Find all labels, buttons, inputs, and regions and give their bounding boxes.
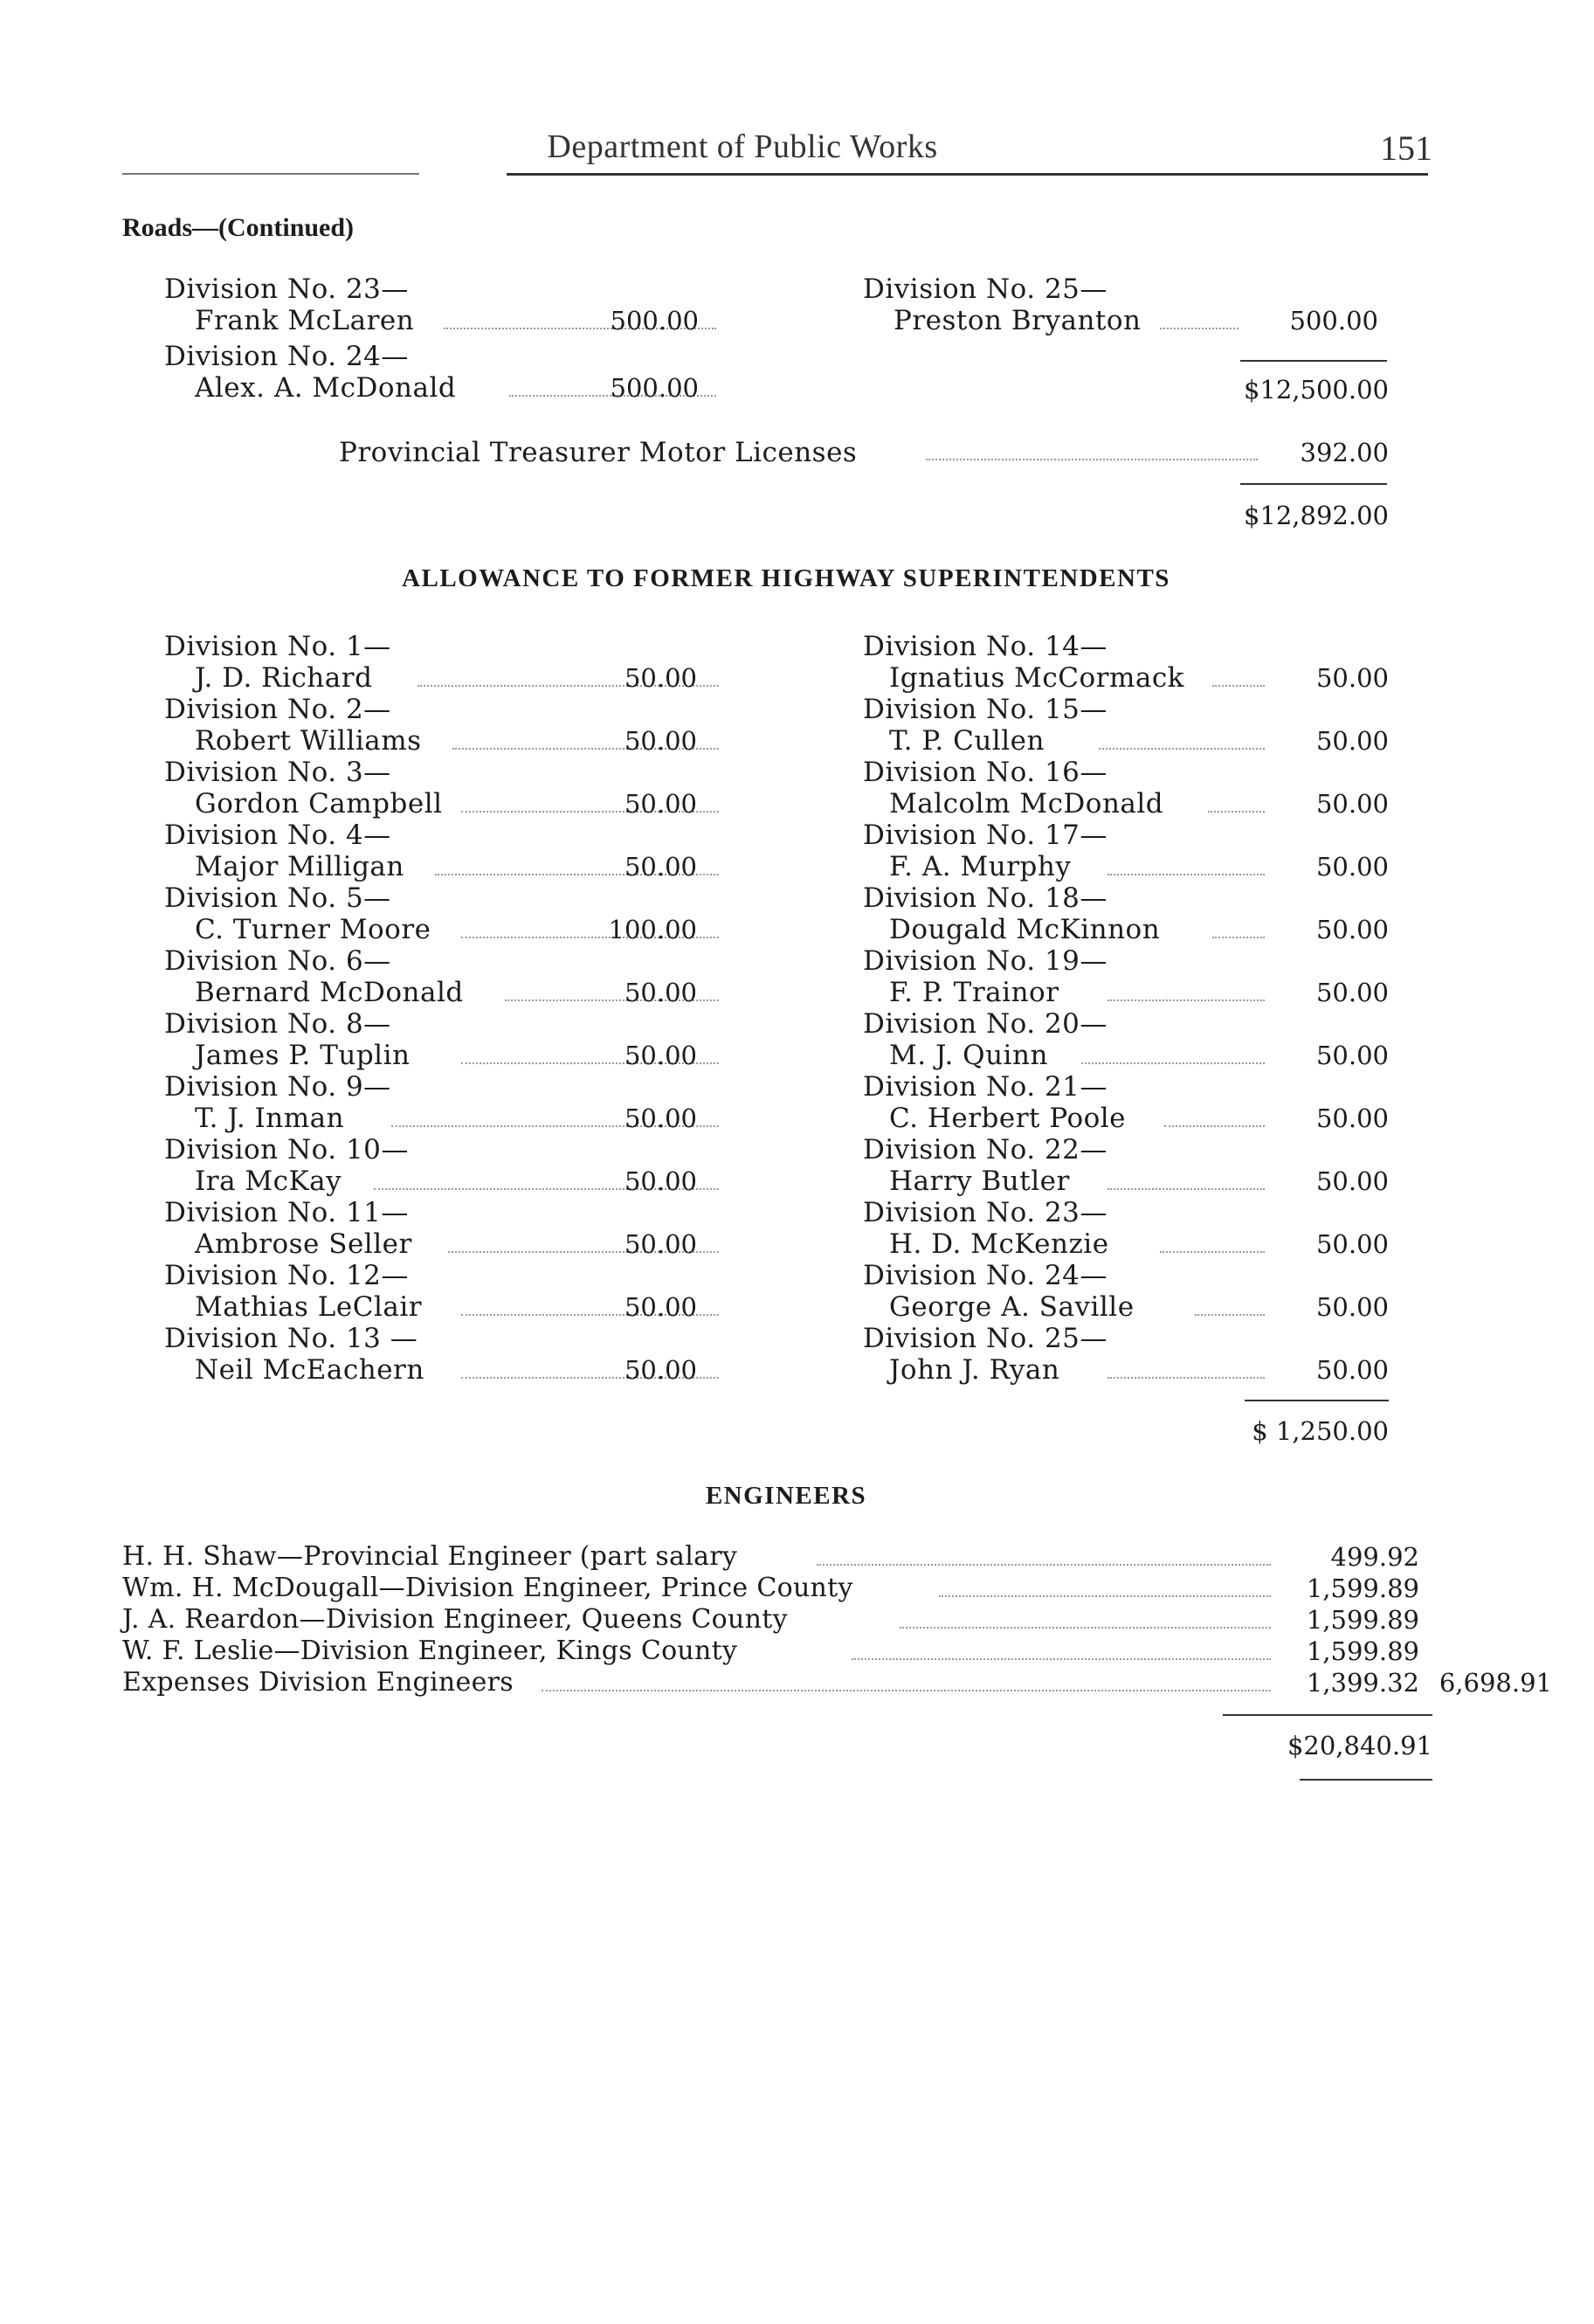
superintendent-name: Harry Butler [889,1165,1070,1197]
allowance-entry [863,1008,1389,1071]
engineer-row [122,1667,1552,1698]
roads-total: $12,892.00 [1243,501,1389,530]
division-label: Division No. 25— [863,1323,1108,1354]
division-label: Division No. 25— [863,273,1108,305]
division-label: Division No. 23— [164,273,409,305]
dot-leader [1108,991,1265,1001]
superintendent-name: Frank McLaren [195,305,415,336]
dot-leader [900,1618,1271,1629]
superintendent-name: C. Herbert Poole [889,1103,1127,1134]
dot-leader [1212,676,1265,687]
allowance-entry [164,945,697,1008]
engineer-amount: 1,399.32 [1306,1668,1419,1698]
allowance-entry [164,1008,697,1071]
superintendent-name: Major Milligan [195,851,404,882]
entry-amount: 50.00 [1315,1355,1389,1385]
superintendent-name: C. Turner Moore [195,914,431,945]
division-label: Division No. 24— [863,1260,1108,1291]
division-label: Division No. 4— [164,820,391,851]
dot-leader [1108,865,1265,875]
allowance-entry [863,757,1389,820]
entry-amount: 50.00 [1315,1292,1389,1322]
page-number: 151 [1380,128,1432,168]
division-label: Division No. 12— [164,1260,409,1291]
division-label: Division No. 13 — [164,1323,418,1354]
division-label: Division No. 6— [164,945,391,977]
allowance-total-rule [1245,1400,1389,1401]
dot-leader [1099,739,1265,750]
dot-leader [1081,1054,1265,1064]
superintendent-name: H. D. McKenzie [889,1228,1109,1260]
dot-leader [1164,1117,1265,1127]
entry-amount: 500.00 [1289,306,1378,335]
superintendent-name: Dougald McKinnon [889,914,1161,945]
division-label: Division No. 11— [164,1197,409,1228]
dot-leader [817,1555,1271,1566]
engineer-label: J. A. Reardon—Division Engineer, Queens County [122,1604,788,1635]
engineer-label: W. F. Leslie—Division Engineer, Kings County [122,1636,738,1666]
roads-entry [164,273,697,336]
entry-amount: 50.00 [1315,978,1389,1007]
entry-amount: 50.00 [1315,789,1389,819]
allowance-entry [164,1134,697,1197]
roads-entry [863,273,1387,336]
header-rule [507,173,1428,176]
engineer-label: H. H. Shaw—Provincial Engineer (part salary [122,1541,738,1572]
division-label: Division No. 10— [164,1134,409,1165]
division-label: Division No. 8— [164,1008,391,1040]
entry-amount: 50.00 [1315,726,1389,756]
allowance-entry [164,820,697,882]
roads-subtotal: $12,500.00 [1243,375,1389,405]
allowance-entry [164,882,697,945]
dot-leader [1160,319,1239,329]
engineers-rule [1223,1714,1432,1716]
engineer-amount: 499.92 [1330,1542,1419,1572]
engineer-amount: 1,599.89 [1306,1605,1419,1635]
allowance-entry [863,945,1389,1008]
entry-amount: 50.00 [624,1166,697,1196]
entry-amount: 50.00 [624,1355,697,1385]
allowance-entry [164,631,697,694]
allowance-entry [164,1260,697,1323]
allowance-entry [863,631,1389,694]
entry-amount: 50.00 [1315,1229,1389,1259]
division-label: Division No. 18— [863,882,1108,914]
superintendent-name: T. J. Inman [195,1103,345,1134]
engineer-label: Wm. H. McDougall—Division Engineer, Prince County [122,1573,853,1603]
entry-amount: 50.00 [1315,663,1389,693]
superintendent-name: Gordon Campbell [195,788,443,820]
division-label: Division No. 2— [164,694,391,725]
engineer-column-total: 6,698.91 [1439,1668,1552,1698]
superintendent-name: T. P. Cullen [889,725,1045,757]
grand-total: $20,840.91 [1287,1731,1432,1760]
superintendent-name: F. A. Murphy [889,851,1072,882]
entry-amount: 50.00 [1315,1166,1389,1196]
entry-amount: 50.00 [624,978,697,1007]
superintendent-name: John J. Ryan [889,1354,1060,1386]
dot-leader [1195,1305,1265,1316]
grand-total-rule [1300,1779,1432,1781]
dot-leader [1160,1242,1265,1253]
allowance-entry [863,820,1389,882]
allowance-entry [164,757,697,820]
division-label: Division No. 17— [863,820,1108,851]
entry-amount: 50.00 [1315,1103,1389,1133]
allowance-entry [863,1071,1389,1134]
allowance-total: $ 1,250.00 [1252,1416,1389,1446]
allowance-entry [863,1260,1389,1323]
header-rule-left [122,173,419,175]
entry-amount: 50.00 [624,852,697,882]
engineer-amount: 1,599.89 [1306,1636,1419,1666]
division-label: Division No. 21— [863,1071,1108,1103]
allowance-entry [863,1323,1389,1386]
division-label: Division No. 22— [863,1134,1108,1165]
division-label: Division No. 20— [863,1008,1108,1040]
superintendent-name: Ira McKay [195,1165,342,1197]
superintendent-name: Neil McEachern [195,1354,424,1386]
division-label: Division No. 19— [863,945,1108,977]
total-rule [1240,483,1387,485]
engineer-row [122,1604,1432,1636]
roads-heading: Roads—(Continued) [122,213,355,242]
entry-amount: 50.00 [624,1041,697,1070]
allowance-entry [164,694,697,757]
superintendent-name: Mathias LeClair [195,1291,423,1323]
entry-amount: 500.00 [610,306,699,335]
subtotal-rule [1240,360,1387,362]
allowance-entry [863,1197,1389,1260]
entry-amount: 50.00 [1315,915,1389,944]
division-label: Division No. 23— [863,1197,1108,1228]
allowance-entry [164,1197,697,1260]
superintendent-name: James P. Tuplin [195,1040,411,1071]
superintendent-name: J. D. Richard [195,662,373,694]
entry-amount: 100.00 [608,915,697,944]
allowance-entry [164,1323,697,1386]
entry-amount: 50.00 [1315,1041,1389,1070]
engineer-row [122,1573,1432,1604]
engineer-amount: 1,599.89 [1306,1574,1419,1603]
superintendent-name: M. J. Quinn [889,1040,1048,1071]
running-head: Department of Public Works [547,128,938,165]
entry-amount: 50.00 [1315,852,1389,882]
superintendent-name: Malcolm McDonald [889,788,1164,820]
superintendent-name: F. P. Trainor [889,977,1059,1008]
roads-entry [164,341,697,404]
dot-leader [852,1650,1271,1660]
superintendent-name: Ambrose Seller [195,1228,412,1260]
superintendent-name: Ignatius McCormack [889,662,1184,694]
division-label: Division No. 24— [164,341,409,372]
allowance-heading: ALLOWANCE TO FORMER HIGHWAY SUPERINTENDENTS [402,564,1170,592]
entry-amount: 50.00 [624,1229,697,1259]
superintendent-name: Bernard McDonald [195,977,464,1008]
entry-amount: 50.00 [624,726,697,756]
dot-leader [926,450,1258,460]
dot-leader [542,1681,1271,1691]
engineer-row [122,1541,1432,1573]
engineers-heading: ENGINEERS [705,1482,867,1510]
entry-amount: 50.00 [624,1103,697,1133]
dot-leader [939,1587,1271,1597]
superintendent-name: Robert Williams [195,725,422,757]
allowance-entry [863,1134,1389,1197]
superintendent-name: George A. Saville [889,1291,1135,1323]
division-label: Division No. 16— [863,757,1108,788]
engineer-label: Expenses Division Engineers [122,1667,514,1698]
division-label: Division No. 15— [863,694,1108,725]
entry-amount: 50.00 [624,663,697,693]
dot-leader [1208,802,1265,813]
dot-leader [1108,1179,1265,1190]
entry-amount: 500.00 [610,373,699,403]
division-label: Division No. 14— [863,631,1108,662]
engineer-row [122,1636,1432,1667]
division-label: Division No. 5— [164,882,391,914]
entry-amount: 50.00 [624,789,697,819]
motor-licenses-label: Provincial Treasurer Motor Licenses [339,437,858,468]
allowance-entry [863,694,1389,757]
allowance-entry [863,882,1389,945]
superintendent-name: Alex. A. McDonald [195,372,457,404]
division-label: Division No. 9— [164,1071,391,1103]
dot-leader [1108,1368,1265,1379]
dot-leader [1212,928,1265,938]
allowance-entry [164,1071,697,1134]
motor-licenses-amount: 392.00 [1300,438,1389,467]
division-label: Division No. 3— [164,757,391,788]
entry-amount: 50.00 [624,1292,697,1322]
division-label: Division No. 1— [164,631,391,662]
superintendent-name: Preston Bryanton [894,305,1142,336]
